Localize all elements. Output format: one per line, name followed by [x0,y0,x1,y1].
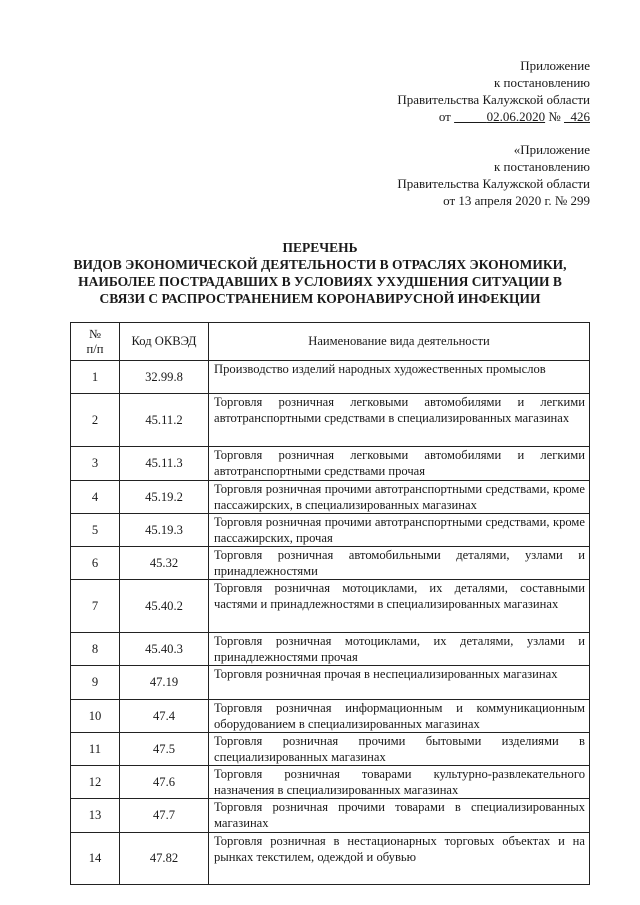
row-code: 47.5 [120,733,209,766]
row-name: Торговля розничная в нестационарных торговых объектах и на рынках текстилем, одеждой и обувью [209,833,590,885]
table-row [71,394,590,447]
number-value: 426 [570,109,590,124]
row-number: 9 [71,666,120,700]
table-row [71,833,590,885]
annex-line: от 13 апреля 2020 г. № 299 [443,193,590,208]
table-row [71,700,590,733]
row-number: 12 [71,766,120,799]
row-name: Торговля розничная прочими автотранспортными средствами, кроме пассажирских, прочая [209,514,590,547]
row-code: 47.82 [120,833,209,885]
row-number: 11 [71,733,120,766]
row-name: Торговля розничная легковыми автомобилями и легкими автотранспортными средствами в специализированных магазинах [209,394,590,447]
row-name: Торговля розничная мотоциклами, их деталями, составными частями и принадлежностями в специализированных магазинах [209,580,590,633]
table-row [71,547,590,580]
table-header-row [71,323,590,361]
annex-line: Правительства Калужской области [397,92,590,107]
table-row [71,766,590,799]
row-code: 32.99.8 [120,361,209,394]
row-code: 45.19.2 [120,481,209,514]
row-name: Торговля розничная прочая в неспециализированных магазинах [209,666,590,700]
annex-original-block [397,141,590,209]
row-code: 45.11.2 [120,394,209,447]
row-name: Торговля розничная товарами культурно-развлекательного назначения в специализированных магазинах [209,766,590,799]
row-number: 7 [71,580,120,633]
row-code: 45.40.2 [120,580,209,633]
table-row [71,733,590,766]
row-code: 45.40.3 [120,633,209,666]
date-prefix: от [438,109,451,124]
title-line: НАИБОЛЕЕ ПОСТРАДАВШИХ В УСЛОВИЯХ УХУДШЕНИЯ СИТУАЦИИ В [78,274,562,289]
row-number: 3 [71,447,120,481]
row-name: Торговля розничная автомобильными деталями, узлами и принадлежностями [209,547,590,580]
table-row [71,481,590,514]
row-code: 47.4 [120,700,209,733]
row-code: 47.6 [120,766,209,799]
row-number: 13 [71,799,120,833]
row-code: 45.19.3 [120,514,209,547]
row-number: 6 [71,547,120,580]
title-line: ПЕРЕЧЕНЬ [282,240,358,255]
row-number: 5 [71,514,120,547]
row-name: Торговля розничная информационным и коммуникационным оборудованием в специализированных магазинах [209,700,590,733]
table-row [71,633,590,666]
row-name: Производство изделий народных художественных промыслов [209,361,590,394]
header-code: Код ОКВЭД [120,323,209,361]
table-row [71,799,590,833]
table-row [71,361,590,394]
activities-table [70,322,590,885]
date-value: 02.06.2020 [486,109,546,124]
row-name: Торговля розничная прочими автотранспортными средствами, кроме пассажирских, в специализированных магазинах [209,481,590,514]
row-name: Торговля розничная мотоциклами, их деталями, узлами и принадлежностями прочая [209,633,590,666]
header-num: № п/п [71,323,120,361]
row-number: 10 [71,700,120,733]
row-number: 8 [71,633,120,666]
annex-line: к постановлению [493,75,590,90]
table-row [71,580,590,633]
table-row [71,514,590,547]
number-sign: № [548,109,561,124]
annex-current-block [397,57,590,125]
annex-date-line [397,108,590,125]
row-name: Торговля розничная прочими бытовыми изделиями в специализированных магазинах [209,733,590,766]
row-code: 47.19 [120,666,209,700]
row-code: 45.32 [120,547,209,580]
document-title [0,239,640,307]
table-row [71,447,590,481]
row-number: 4 [71,481,120,514]
row-code: 47.7 [120,799,209,833]
header-name: Наименование вида деятельности [209,323,590,361]
annex-line: «Приложение [513,142,590,157]
title-line: СВЯЗИ С РАСПРОСТРАНЕНИЕМ КОРОНАВИРУСНОЙ ИНФЕКЦИИ [99,291,541,306]
row-name: Торговля розничная прочими товарами в специализированных магазинах [209,799,590,833]
row-number: 2 [71,394,120,447]
annex-line: Правительства Калужской области [397,176,590,191]
table-row [71,666,590,700]
row-code: 45.11.3 [120,447,209,481]
annex-line: к постановлению [493,159,590,174]
title-line: ВИДОВ ЭКОНОМИЧЕСКОЙ ДЕЯТЕЛЬНОСТИ В ОТРАСЛЯХ ЭКОНОМИКИ, [73,257,567,272]
row-name: Торговля розничная легковыми автомобилями и легкими автотранспортными средствами прочая [209,447,590,481]
row-number: 1 [71,361,120,394]
annex-line: Приложение [520,58,590,73]
row-number: 14 [71,833,120,885]
